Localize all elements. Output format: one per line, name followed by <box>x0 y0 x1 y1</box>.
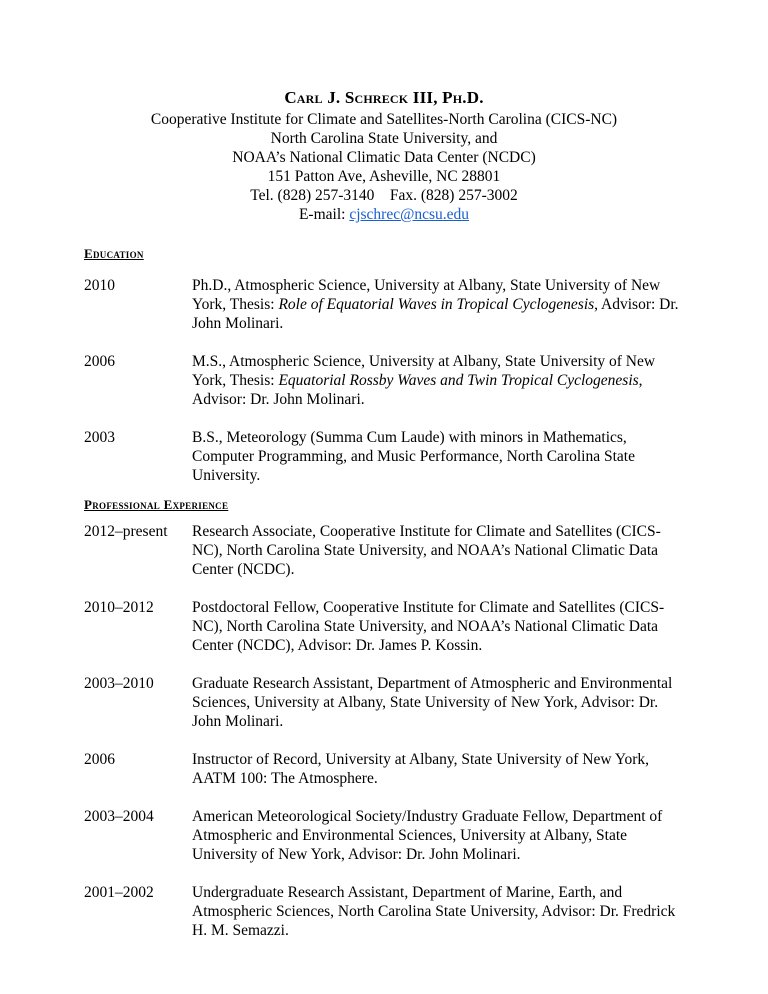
education-heading: Education <box>84 246 144 261</box>
entry-date: 2003 <box>84 429 115 446</box>
entry-description: Undergraduate Research Assistant, Department of Marine, Earth, and Atmospheric Sciences, North Carolina State University, Advisor: Dr. Fredrick H. M. Semazzi. <box>192 884 676 939</box>
phone-fax-line: Tel. (828) 257-3140 Fax. (828) 257-3002 <box>250 187 518 204</box>
entry-description: B.S., Meteorology (Summa Cum Laude) with minors in Mathematics, Computer Programming, and Music Performance, North Carolina State University. <box>192 429 635 484</box>
cv-header <box>0 88 768 224</box>
entry-description: American Meteorological Society/Industry Graduate Fellow, Department of Atmospheric and Environmental Sciences, University at Albany, State University of New York, Advisor: Dr. John Molinari. <box>192 808 663 863</box>
entry-date: 2001–2002 <box>84 884 154 901</box>
experience-entry <box>84 598 684 655</box>
entry-description: Instructor of Record, University at Albany, State University of New York, AATM 100: The Atmosphere. <box>192 751 650 787</box>
education-entry <box>84 276 684 333</box>
name-degree: Ph.D. <box>442 88 484 107</box>
name-first: Carl <box>284 88 323 107</box>
entry-description: Ph.D., Atmospheric Science, University at Albany, State University of New York, Thesis: Role of Equatorial Waves in Tropical Cyclogenesis, Advisor: Dr. John Molinari. <box>192 277 679 332</box>
education-entry <box>84 352 684 409</box>
name-middle: J. <box>327 88 341 107</box>
experience-entry <box>84 674 684 731</box>
email-label: E-mail: <box>298 206 350 223</box>
education-list <box>84 276 684 485</box>
email-link[interactable]: cjschrec@ncsu.edu <box>349 206 470 223</box>
experience-list <box>84 522 684 940</box>
entry-date: 2010 <box>84 277 115 294</box>
address-line: 151 Patton Ave, Asheville, NC 28801 <box>267 168 501 185</box>
entry-date: 2006 <box>84 751 115 768</box>
entry-description: Graduate Research Assistant, Department of Atmospheric and Environmental Sciences, University at Albany, State University of New York, Advisor: Dr. John Molinari. <box>192 675 673 730</box>
entry-date: 2003–2010 <box>84 675 154 692</box>
email-line <box>0 205 768 224</box>
experience-entry <box>84 807 684 864</box>
entry-description: Postdoctoral Fellow, Cooperative Institute for Climate and Satellites (CICS-NC), North Carolina State University, and NOAA’s National Climatic Data Center (NCDC), Advisor: Dr. James P. Kossin. <box>192 599 665 654</box>
experience-heading: Professional Experience <box>84 497 229 512</box>
entry-description: M.S., Atmospheric Science, University at Albany, State University of New York, Thesis: Equatorial Rossby Waves and Twin Tropical Cyclogenesis, Advisor: Dr. John Molinari. <box>192 353 656 408</box>
experience-entry <box>84 750 684 788</box>
thesis-title: Equatorial Rossby Waves and Twin Tropical Cyclogenesis <box>278 372 639 389</box>
name-last: Schreck <box>344 88 409 107</box>
entry-description: Research Associate, Cooperative Institute for Climate and Satellites (CICS-NC), North Carolina State University, and NOAA’s National Climatic Data Center (NCDC). <box>192 523 661 578</box>
education-entry <box>84 428 684 485</box>
entry-date: 2012–present <box>84 523 168 540</box>
entry-date: 2006 <box>84 353 115 370</box>
entry-date: 2003–2004 <box>84 808 154 825</box>
name-suffix: III, <box>412 88 438 107</box>
author-name <box>0 88 768 108</box>
affiliation-line: Cooperative Institute for Climate and Satellites-North Carolina (CICS-NC) <box>150 111 618 128</box>
thesis-title: Role of Equatorial Waves in Tropical Cyclogenesis <box>278 296 595 313</box>
experience-entry <box>84 883 684 940</box>
noaa-line: NOAA’s National Climatic Data Center (NCDC) <box>232 149 536 166</box>
entry-date: 2010–2012 <box>84 599 154 616</box>
university-line: North Carolina State University, and <box>270 130 498 147</box>
experience-entry <box>84 522 684 579</box>
